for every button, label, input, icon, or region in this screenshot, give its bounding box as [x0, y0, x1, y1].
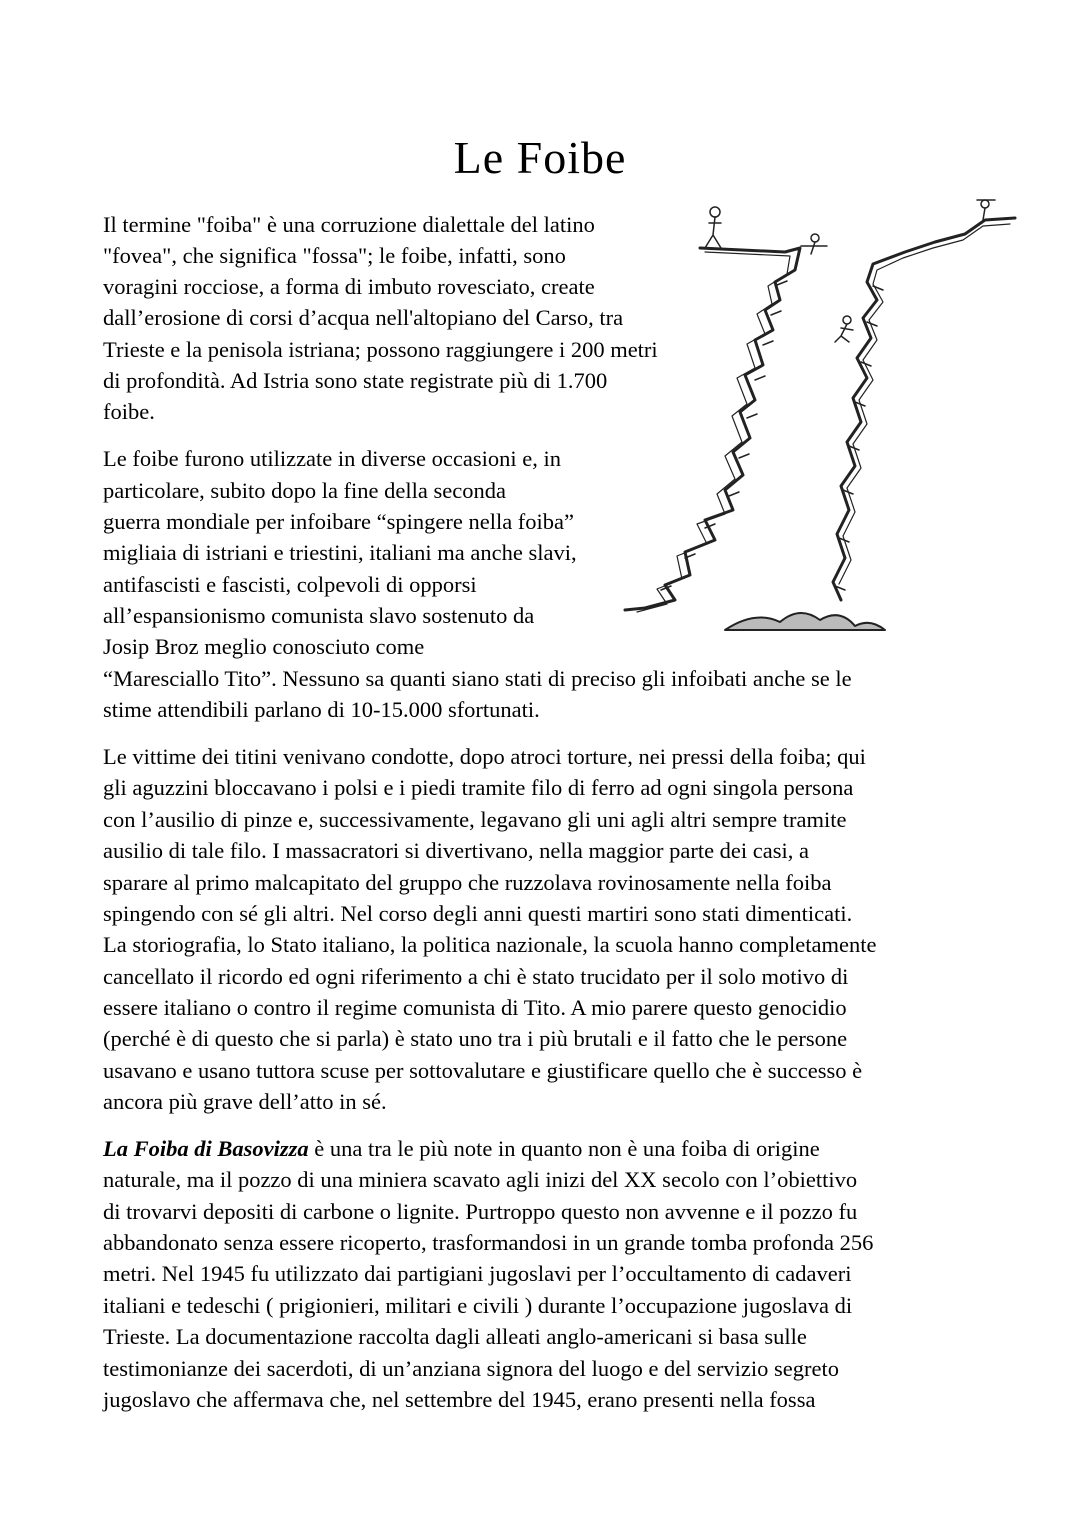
text-line: ausilio di tale filo. I massacratori si divertivano, nella maggior parte dei casi, a — [103, 838, 810, 863]
text-line: Il termine "foiba" è una corruzione dialettale del latino — [103, 212, 595, 237]
basovizza-heading: La Foiba di Basovizza — [103, 1136, 309, 1161]
text-line: stime attendibili parlano di 10-15.000 sfortunati. — [103, 697, 540, 722]
text-line: voragini rocciose, a forma di imbuto rovesciato, create — [103, 274, 595, 299]
text-line: italiani e tedeschi ( prigionieri, militari e civili ) durante l’occupazione jugoslava di — [103, 1293, 853, 1318]
text-line: cancellato il ricordo ed ogni riferimento a chi è stato trucidato per il solo motivo di — [103, 964, 849, 989]
text-line: Le vittime dei titini venivano condotte, dopo atroci torture, nei pressi della foiba; qui — [103, 744, 866, 769]
text-line: jugoslavo che affermava che, nel settembre del 1945, erano presenti nella fossa — [103, 1387, 816, 1412]
text-line-continuation: è una tra le più note in quanto non è una foiba di origine — [308, 1136, 820, 1161]
text-line: metri. Nel 1945 fu utilizzato dai partigiani jugoslavi per l’occultamento di cadaveri — [103, 1261, 852, 1286]
text-line: di trovarvi depositi di carbone o lignite. Purtroppo questo non avvenne e il pozzo fu — [103, 1199, 858, 1224]
text-line: essere italiano o contro il regime comunista di Tito. A mio parere questo genocidio — [103, 995, 847, 1020]
text-line: “Maresciallo Tito”. Nessuno sa quanti siano stati di preciso gli infoibati anche se le — [103, 666, 852, 691]
text-line: Trieste. La documentazione raccolta dagli alleati anglo-americani si basa sulle — [103, 1324, 807, 1349]
foiba-illustration — [605, 190, 1035, 650]
text-line: spingendo con sé gli altri. Nel corso degli anni questi martiri sono stati dimenticati. — [103, 901, 853, 926]
text-line: sparare al primo malcapitato del gruppo che ruzzolava rovinosamente nella foiba — [103, 870, 832, 895]
text-line — [103, 1133, 820, 1164]
text-line: con l’ausilio di pinze e, successivamente, legavano gli uni agli altri sempre tramite — [103, 807, 847, 832]
text-line: Trieste e la penisola istriana; possono raggiungere i 200 metri — [103, 337, 658, 362]
text-line: foibe. — [103, 399, 155, 424]
left-wall — [625, 248, 800, 610]
text-line: Le foibe furono utilizzate in diverse occasioni e, in — [103, 446, 561, 471]
text-line: guerra mondiale per infoibare “spingere nella foiba” — [103, 509, 575, 534]
text-line: (perché è di questo che si parla) è stato uno tra i più brutali e il fatto che le persone — [103, 1026, 848, 1051]
text-line: ancora più grave dell’atto in sé. — [103, 1089, 387, 1114]
bottom-pile — [725, 613, 885, 630]
text-line: Josip Broz meglio conosciuto come — [103, 634, 425, 659]
text-line: antifascisti e fascisti, colpevoli di opporsi — [103, 572, 477, 597]
right-wall — [833, 218, 1015, 600]
text-line: naturale, ma il pozzo di una miniera scavato agli inizi del XX secolo con l’obiettivo — [103, 1167, 858, 1192]
text-line: abbandonato senza essere ricoperto, trasformandosi in un grande tomba profonda 256 — [103, 1230, 874, 1255]
text-line: testimonianze dei sacerdoti, di un’anziana signora del luogo e del servizio segreto — [103, 1356, 839, 1381]
text-line: dall’erosione di corsi d’acqua nell'altopiano del Carso, tra — [103, 305, 624, 330]
text-line: particolare, subito dopo la fine della seconda — [103, 478, 506, 503]
text-line: all’espansionismo comunista slavo sostenuto da — [103, 603, 535, 628]
text-line: di profondità. Ad Istria sono state registrate più di 1.700 — [103, 368, 608, 393]
page-title: Le Foibe — [453, 132, 627, 183]
text-line: "fovea", che significa "fossa"; le foibe, infatti, sono — [103, 243, 566, 268]
text-line: La storiografia, lo Stato italiano, la politica nazionale, la scuola hanno completamente — [103, 932, 877, 957]
text-line: migliaia di istriani e triestini, italiani ma anche slavi, — [103, 540, 577, 565]
text-line: usavano e usano tuttora scuse per sottovalutare e giustificare quello che è successo è — [103, 1058, 863, 1083]
text-line: gli aguzzini bloccavano i polsi e i piedi tramite filo di ferro ad ogni singola persona — [103, 775, 854, 800]
